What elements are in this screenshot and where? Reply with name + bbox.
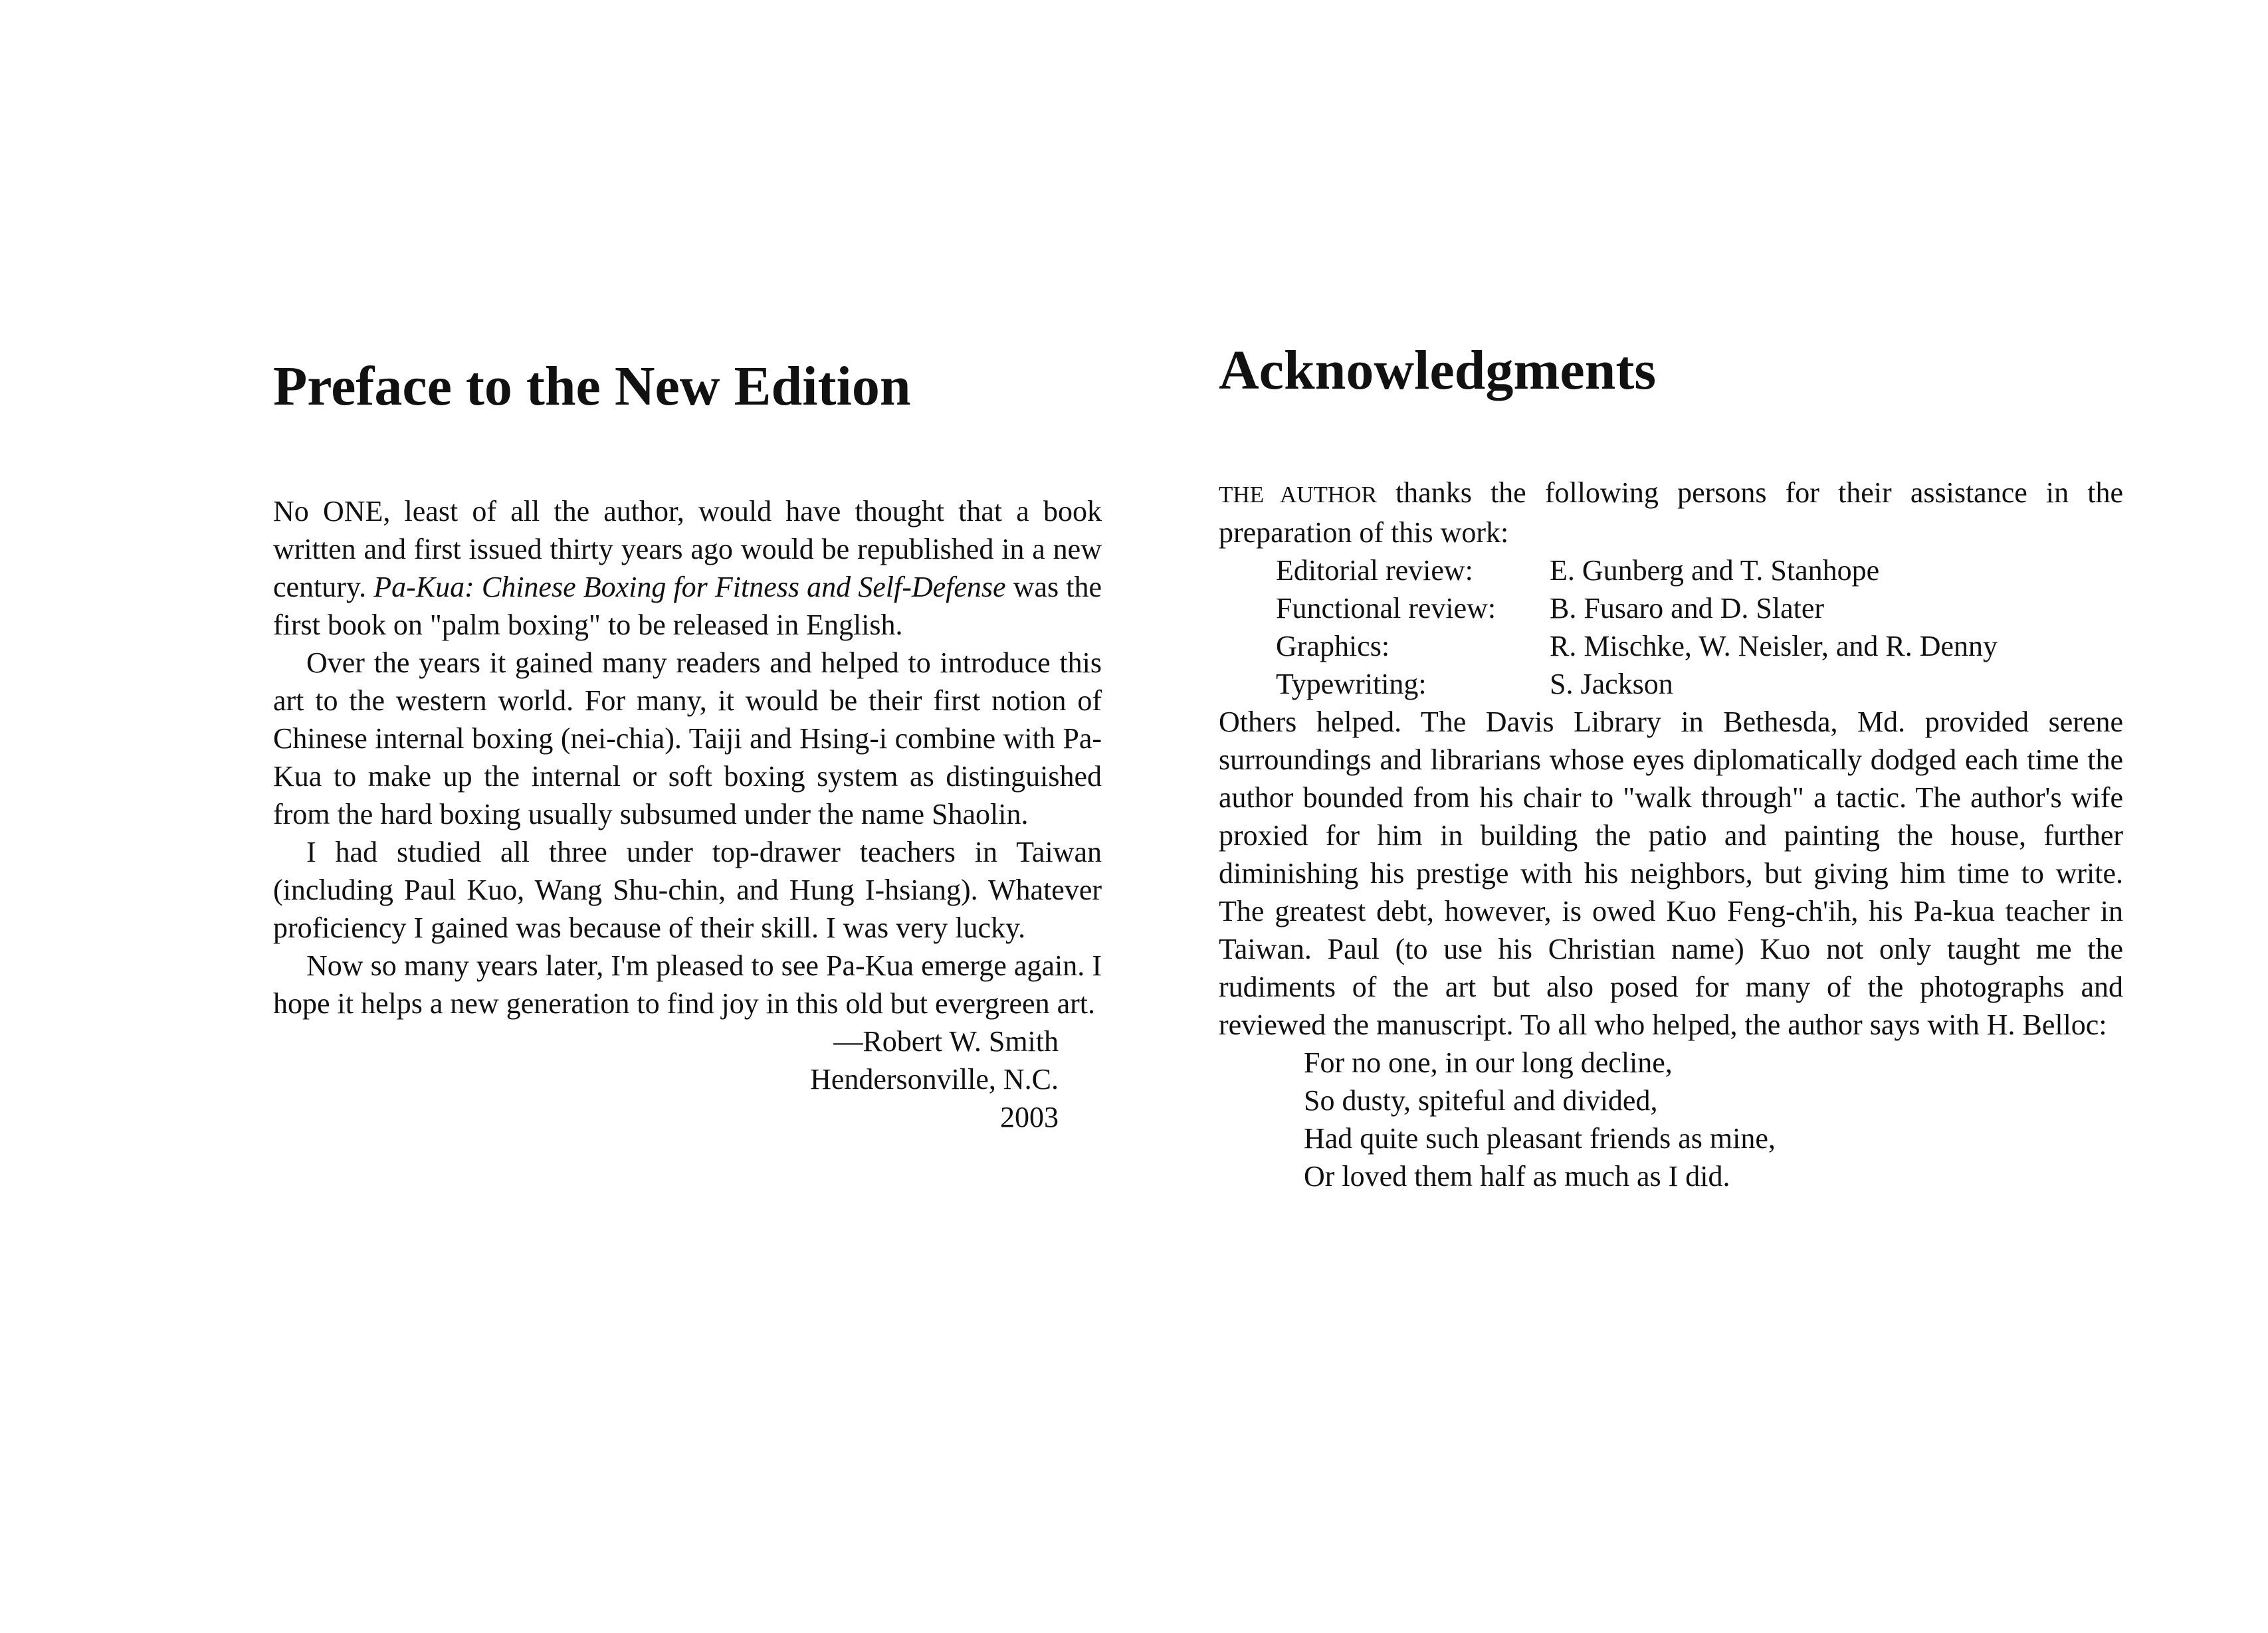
intro-rest: thanks the following persons for their assistance in the preparation of this work: <box>1219 476 2123 549</box>
acknowledgments-intro <box>1219 474 2123 551</box>
acknowledgments-title: Acknowledgments <box>1219 339 1657 401</box>
credit-role: Typewriting: <box>1276 668 1427 700</box>
poem-line: Or loved them half as much as I did. <box>1304 1160 1730 1193</box>
signature-year: 2003 <box>1000 1101 1059 1133</box>
preface-body <box>273 492 1102 1136</box>
credit-row <box>1276 551 2123 589</box>
belloc-poem <box>1304 1044 2123 1195</box>
acknowledgments-body <box>1219 474 2123 1195</box>
credit-row <box>1276 627 2123 665</box>
preface-title: Preface to the New Edition <box>273 355 911 417</box>
preface-paragraph-3: I had studied all three under top-drawer teachers in Taiwan (including Paul Kuo, Wang Shu-chin, and Hung I-hsiang). Whatever proficiency I gained was because of their skill. I was very lucky. <box>273 836 1102 944</box>
poem-line: For no one, in our long decline, <box>1304 1046 1673 1079</box>
credit-row <box>1276 665 2123 703</box>
credit-row <box>1276 589 2123 627</box>
preface-paragraph-4: Now so many years later, I'm pleased to see Pa-Kua emerge again. I hope it helps a new generation to find joy in this old but evergreen art. <box>273 949 1102 1020</box>
credit-names: B. Fusaro and D. Slater <box>1550 592 1825 624</box>
intro-smallcaps: THE AUTHOR <box>1219 482 1377 508</box>
preface-paragraph-1 <box>273 492 1102 644</box>
credits-list <box>1276 551 2123 703</box>
acknowledgments-page <box>1134 0 2268 1633</box>
credit-role: Editorial review: <box>1276 554 1473 587</box>
poem-line: So dusty, spiteful and divided, <box>1304 1084 1658 1117</box>
poem-line: Had quite such pleasant friends as mine, <box>1304 1122 1776 1155</box>
preface-paragraph-2: Over the years it gained many readers and helped to introduce this art to the western world. For many, it would be their first notion of Chinese internal boxing (nei-chia). Taiji and Hsing-i combine with Pa-Kua to make up the internal or soft boxing system as distinguished from the hard boxing usually subsumed under the name Shaolin. <box>273 646 1102 830</box>
signature-name: —Robert W. Smith <box>833 1025 1059 1058</box>
preface-paragraph-1-lead: No ONE, least of all the author, would have thought that a book written and first issued thirty years ago would be republished in a new century. <box>273 495 1102 603</box>
credit-names: E. Gunberg and T. Stanhope <box>1550 554 1880 587</box>
credit-role: Graphics: <box>1276 630 1390 662</box>
credit-names: R. Mischke, W. Neisler, and R. Denny <box>1550 630 1998 662</box>
credit-role: Functional review: <box>1276 592 1496 624</box>
acknowledgments-paragraph: Others helped. The Davis Library in Bethesda, Md. provided serene surroundings and librarians whose eyes diplomatically dodged each time the author bounded from his chair to "walk through" a tactic. The author's wife proxied for him in building the patio and painting the house, further diminishing his prestige with his neighbors, but giving him time to write. The greatest debt, however, is owed Kuo Feng-ch'ih, his Pa-kua teacher in Taiwan. Paul (to use his Christian name) Kuo not only taught me the rudiments of the art but also posed for many of the photographs and reviewed the manuscript. To all who helped, the author says with H. Belloc: <box>1219 706 2123 1041</box>
book-title: Pa-Kua: Chinese Boxing for Fitness and Self-Defense <box>373 571 1006 603</box>
signature-place: Hendersonville, N.C. <box>810 1063 1059 1096</box>
preface-paragraph-1-tail: was the first book on "palm boxing" to be released in English. <box>273 571 1102 641</box>
credit-names: S. Jackson <box>1550 668 1673 700</box>
